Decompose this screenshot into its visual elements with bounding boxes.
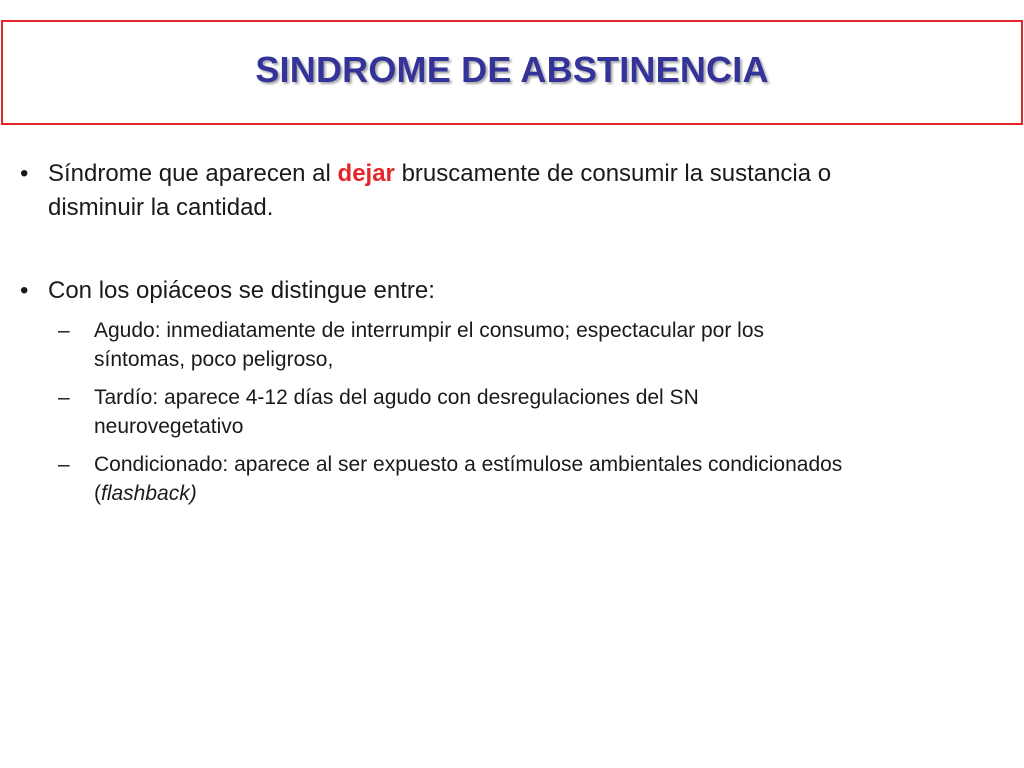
sub-item-2-line2: neurovegetativo	[94, 415, 244, 438]
bullet-1-highlight: dejar	[337, 160, 395, 187]
bullet-icon: •	[20, 160, 29, 187]
bullet-1-suffix: bruscamente de consumir la sustancia o	[394, 160, 832, 187]
bullet-1-text	[48, 157, 1008, 191]
dash-icon: –	[58, 386, 70, 409]
bullet-1-line2: disminuir la cantidad.	[48, 194, 274, 221]
title-frame	[1, 20, 1023, 125]
sub-item-1-line1: Agudo: inmediatamente de interrumpir el consumo; espectacular por los	[94, 319, 765, 342]
dash-icon: –	[58, 453, 70, 476]
bullet-1-prefix: Síndrome que aparecen al	[48, 160, 338, 187]
bullet-icon: •	[20, 277, 29, 304]
sub-item-3-line2	[94, 479, 197, 508]
sub-item-3-line1: Condicionado: aparece al ser expuesto a estímulose ambientales condicionados	[94, 453, 843, 476]
dash-icon: –	[58, 319, 70, 342]
sub-item-3-italic: flashback)	[101, 482, 197, 505]
bullet-2-text: Con los opiáceos se distingue entre:	[48, 277, 435, 304]
sub-item-1-line2: síntomas, poco peligroso,	[94, 348, 334, 371]
slide-title: SINDROME DE ABSTINENCIA	[255, 48, 769, 90]
sub-item-3-paren: (	[94, 482, 101, 505]
sub-item-2-line1: Tardío: aparece 4-12 días del agudo con desregulaciones del SN	[94, 386, 699, 409]
